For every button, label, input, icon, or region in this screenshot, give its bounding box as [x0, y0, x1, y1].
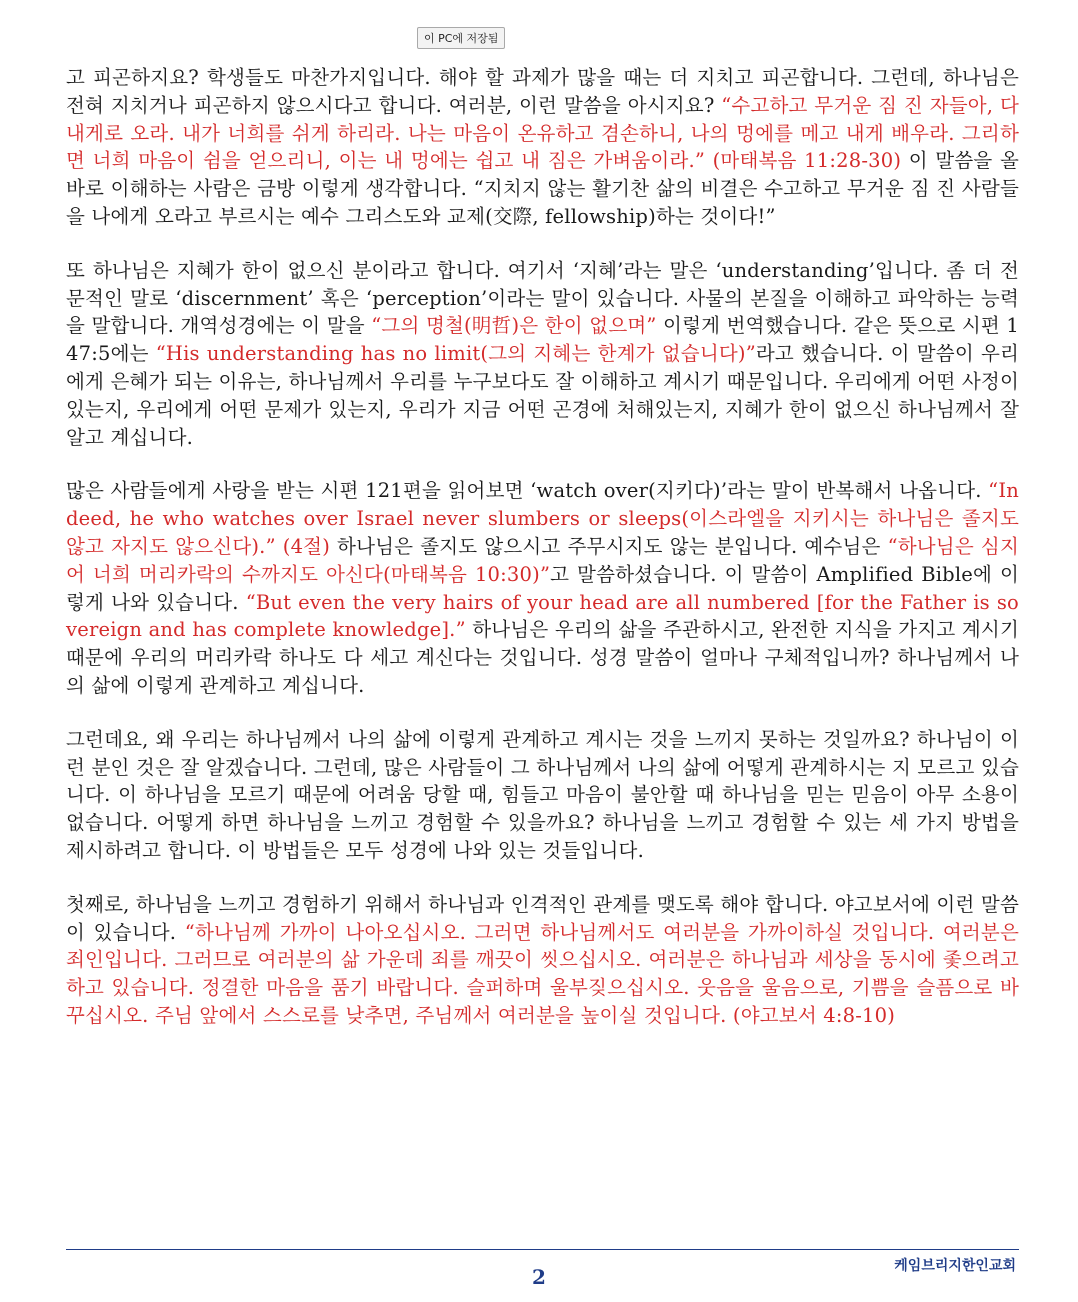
scripture-quote: “하나님은 심지어 너희 머리카락의 수까지도 아신다(마태복음 10:30)” — [66, 534, 1019, 586]
body-text: 라고 했습니다. 이 말씀이 우리에게 은혜가 되는 이유는, 하나님께서 우리를 누구보다도 잘 이해하고 계시기 때문입니다. 우리에게 어떤 사정이 있는지, 우리에게 어떤 문제가 있는지, 우리가 지금 어떤 곤경에 처해있는지, 지혜가 한이 없으신 하나님께서 잘 알고 계십니다. — [66, 342, 1020, 449]
footer-divider — [66, 1249, 1019, 1250]
scripture-quote: “하나님께 가까이 나아오십시오. 그러면 하나님께서도 여러분을 가까이하실 것입니다. 여러분은 죄인입니다. 그러므로 여러분의 삶 가운데 죄를 깨끗이 씻으십시오. 여러분은 하나님과 세상을 동시에 좇으려고 하고 있습니다. 정결한 마음을 품기 바랍니다. 슬퍼하며 울부짖으십시오. 웃음을 울음으로, 기쁨을 슬픔으로 바꾸십시오. 주님 앞에서 스스로를 낮추면, 주님께서 여러분을 높이실 것입니다. (야고보서 4:8-10) — [66, 920, 1019, 1027]
body-text: 많은 사람들에게 사랑을 받는 시편 121편을 읽어보면 ‘watch over(지키다)’라는 말이 반복해서 나옵니다. — [66, 479, 989, 503]
page-number: 2 — [532, 1265, 546, 1289]
saved-to-pc-badge[interactable]: 이 PC에 저장됨 — [417, 27, 505, 49]
scripture-quote: “But even the very hairs of your head are all numbered [for the Father is sovereign and has complete knowledge].” — [66, 590, 1020, 642]
body-text: 이렇게 번역했습니다. 같은 뜻으로 시편 147:5에는 — [66, 314, 1019, 366]
scripture-quote: “그의 명철(明哲)은 한이 없으며” — [371, 314, 657, 338]
body-text: 하나님은 졸지도 않으시고 주무시지도 않는 분입니다. 예수님은 — [330, 534, 888, 558]
paragraph — [66, 477, 1019, 699]
paragraph — [66, 891, 1019, 1030]
paragraph — [66, 257, 1019, 452]
body-text: 그런데요, 왜 우리는 하나님께서 나의 삶에 이렇게 관계하고 계시는 것을 느끼지 못하는 것일까요? 하나님이 이런 분인 것은 잘 알겠습니다. 그런데, 많은 사람들이 그 하나님께서 나의 삶에 어떻게 관계하시는 지 모르고 있습니다. 이 하나님을 모르기 때문에 어려움 당할 때, 힘들고 마음이 불안할 때 하나님을 믿는 믿음이 아무 소용이 없습니다. 어떻게 하면 하나님을 느끼고 경험할 수 있을까요? 하나님을 느끼고 경험할 수 있는 세 가지 방법을 제시하려고 합니다. 이 방법들은 모두 성경에 나와 있는 것들입니다. — [66, 727, 1019, 862]
paragraph — [66, 64, 1019, 231]
paragraph — [66, 726, 1019, 865]
scripture-quote: “수고하고 무거운 짐 진 자들아, 다 내게로 오라. 내가 너희를 쉬게 하리라. 나는 마음이 온유하고 겸손하니, 나의 멍에를 메고 내게 배우라. 그리하면 너희 마음이 쉼을 얻으리니, 이는 내 멍에는 쉽고 내 짐은 가벼움이라.” (마태복음 11:28-30) — [66, 93, 1019, 173]
body-text: 고 말씀하셨습니다. 이 말씀이 Amplified Bible에 이렇게 나와 있습니다. — [66, 562, 1019, 614]
body-text: 고 피곤하지요? 학생들도 마찬가지입니다. 해야 할 과제가 많을 때는 더 지치고 피곤합니다. 그런데, 하나님은 전혀 지치거나 피곤하지 않으시다고 합니다. 여러분, 이런 말씀을 아시지요? — [66, 66, 1019, 117]
body-text: 이 말씀을 올바로 이해하는 사람은 금방 이렇게 생각합니다. “지치지 않는 활기찬 삶의 비결은 수고하고 무거운 짐 진 사람들을 나에게 오라고 부르시는 예수 그리스도와 교제(交際, fellowship)하는 것이다!” — [66, 149, 1019, 228]
document-body — [66, 64, 1019, 1056]
body-text: 또 하나님은 지혜가 한이 없으신 분이라고 합니다. 여기서 ‘지혜’라는 말은 ‘understanding’입니다. 좀 더 전문적인 말로 ‘discernment’ 혹은 ‘perception’이라는 말이 있습니다. 사물의 본질을 이해하고 파악하는 능력을 말합니다. 개역성경에는 이 말을 — [66, 258, 1019, 338]
body-text: 첫째로, 하나님을 느끼고 경험하기 위해서 하나님과 인격적인 관계를 맺도록 해야 합니다. 야고보서에 이런 말씀이 있습니다. — [66, 892, 1019, 944]
scripture-quote: “Indeed, he who watches over Israel never slumbers or sleeps(이스라엘을 지키시는 하나님은 졸지도 않고 자지도 않으신다).” (4절) — [66, 479, 1019, 558]
body-text: 하나님은 우리의 삶을 주관하시고, 완전한 지식을 가지고 계시기 때문에 우리의 머리카락 하나도 다 세고 계신다는 것입니다. 성경 말씀이 얼마나 구체적입니까? 하나님께서 나의 삶에 이렇게 관계하고 계십니다. — [66, 618, 1019, 697]
scripture-quote: “His understanding has no limit(그의 지혜는 한계가 없습니다)” — [155, 342, 756, 366]
church-name: 케임브리지한인교회 — [894, 1258, 1016, 1274]
